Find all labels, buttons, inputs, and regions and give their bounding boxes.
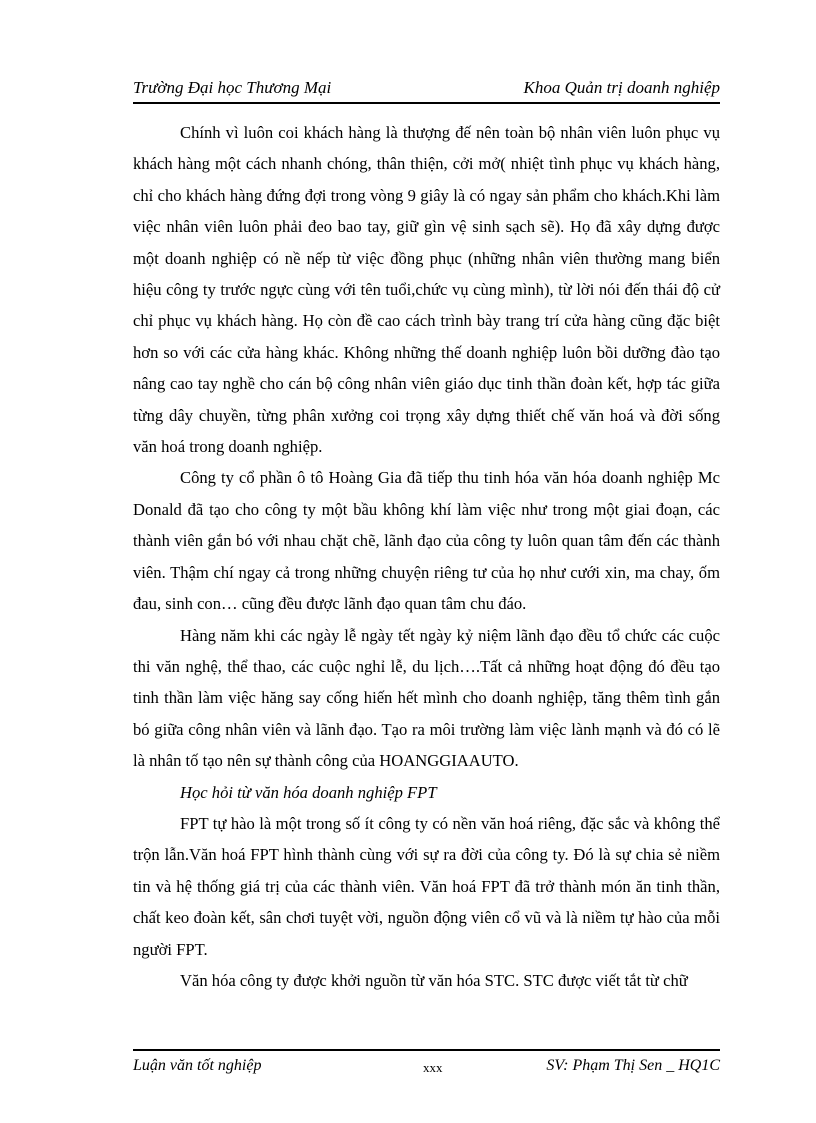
header-faculty: Khoa Quản trị doanh nghiệp <box>523 78 720 97</box>
paragraph-fpt-culture: FPT tự hào là một trong số ít công ty có nền văn hoá riêng, đặc sắc và không thể trộn lẫn.Văn hoá FPT hình thành cùng với sự ra đời của công ty. Đó là sự chia sẻ niềm tin và hệ thống giá trị của các thành viên. Văn hoá FPT đã trở thành món ăn tinh thần, chất keo đoàn kết, sân chơi tuyệt vời, nguồn động viên cổ vũ và là niềm tự hào của mỗi người FPT. <box>133 813 720 959</box>
paragraph-stc: Văn hóa công ty được khởi nguồn từ văn hóa STC. STC được viết tắt từ chữ <box>180 970 688 990</box>
page-footer <box>133 1049 720 1077</box>
paragraph-annual-events: Hàng năm khi các ngày lễ ngày tết ngày kỷ niệm lãnh đạo đều tổ chức các cuộc thi văn nghệ, thể thao, các cuộc nghỉ lễ, du lịch….Tất cả những hoạt động đó đều tạo tinh thần làm việc hăng say cống hiến hết mình cho doanh nghiệp, tăng thêm tình gắn bó giữa công nhân viên và lãnh đạo. Tạo ra môi trường làm việc lành mạnh và đó có lẽ là nhân tố tạo nên sự thành công của HOANGGIAAUTO. <box>133 625 720 771</box>
page-header <box>133 76 720 104</box>
footer-student: SV: Phạm Thị Sen _ HQ1C <box>546 1057 720 1074</box>
paragraph-customer-service: Chính vì luôn coi khách hàng là thượng đế nên toàn bộ nhân viên luôn phục vụ khách hàng một cách nhanh chóng, thân thiện, cởi mở( nhiệt tình phục vụ khách hàng, chỉ cho khách hàng đứng đợi trong vòng 9 giây là có ngay sản phẩm cho khách.Khi làm việc nhân viên luôn phải đeo bao tay, giữ gìn vệ sinh sạch sẽ). Họ đã xây dựng được một doanh nghiệp có nề nếp từ việc đồng phục (những nhân viên thường mang biển hiệu công ty trước ngực cùng với tên tuổi,chức vụ cùng mình), từ lời nói đến thái độ cử chỉ phục vụ khách hàng. Họ còn đề cao cách trình bày trang trí cửa hàng cũng đặc biệt hơn so với các cửa hàng khác. Không những thế doanh nghiệp luôn bồi dưỡng đào tạo nâng cao tay nghề cho cán bộ công nhân viên giáo dục tinh thần đoàn kết, hợp tác giữa từng dây chuyền, từng phân xưởng coi trọng xây dựng thiết chế văn hoá và đời sống văn hoá trong doanh nghiệp. <box>133 123 720 457</box>
header-university: Trường Đại học Thương Mại <box>133 78 332 97</box>
section-heading-fpt: Học hỏi từ văn hóa doanh nghiệp FPT <box>180 782 437 802</box>
footer-page-number: xxx <box>423 1060 443 1075</box>
footer-thesis-label: Luận văn tốt nghiệp <box>133 1057 262 1074</box>
paragraph-hoang-gia: Công ty cổ phần ô tô Hoàng Gia đã tiếp thu tinh hóa văn hóa doanh nghiệp Mc Donald đã tạo cho công ty một bầu không khí làm việc như trong một giai đoạn, các thành viên gắn bó với nhau chặt chẽ, lãnh đạo của công ty luôn quan tâm đến các thành viên. Thậm chí ngay cả trong những chuyện riêng tư của họ như cưới xin, ma chay, ốm đau, sinh con… cũng đều được lãnh đạo quan tâm chu đáo. <box>133 468 720 614</box>
page-body <box>133 117 720 996</box>
